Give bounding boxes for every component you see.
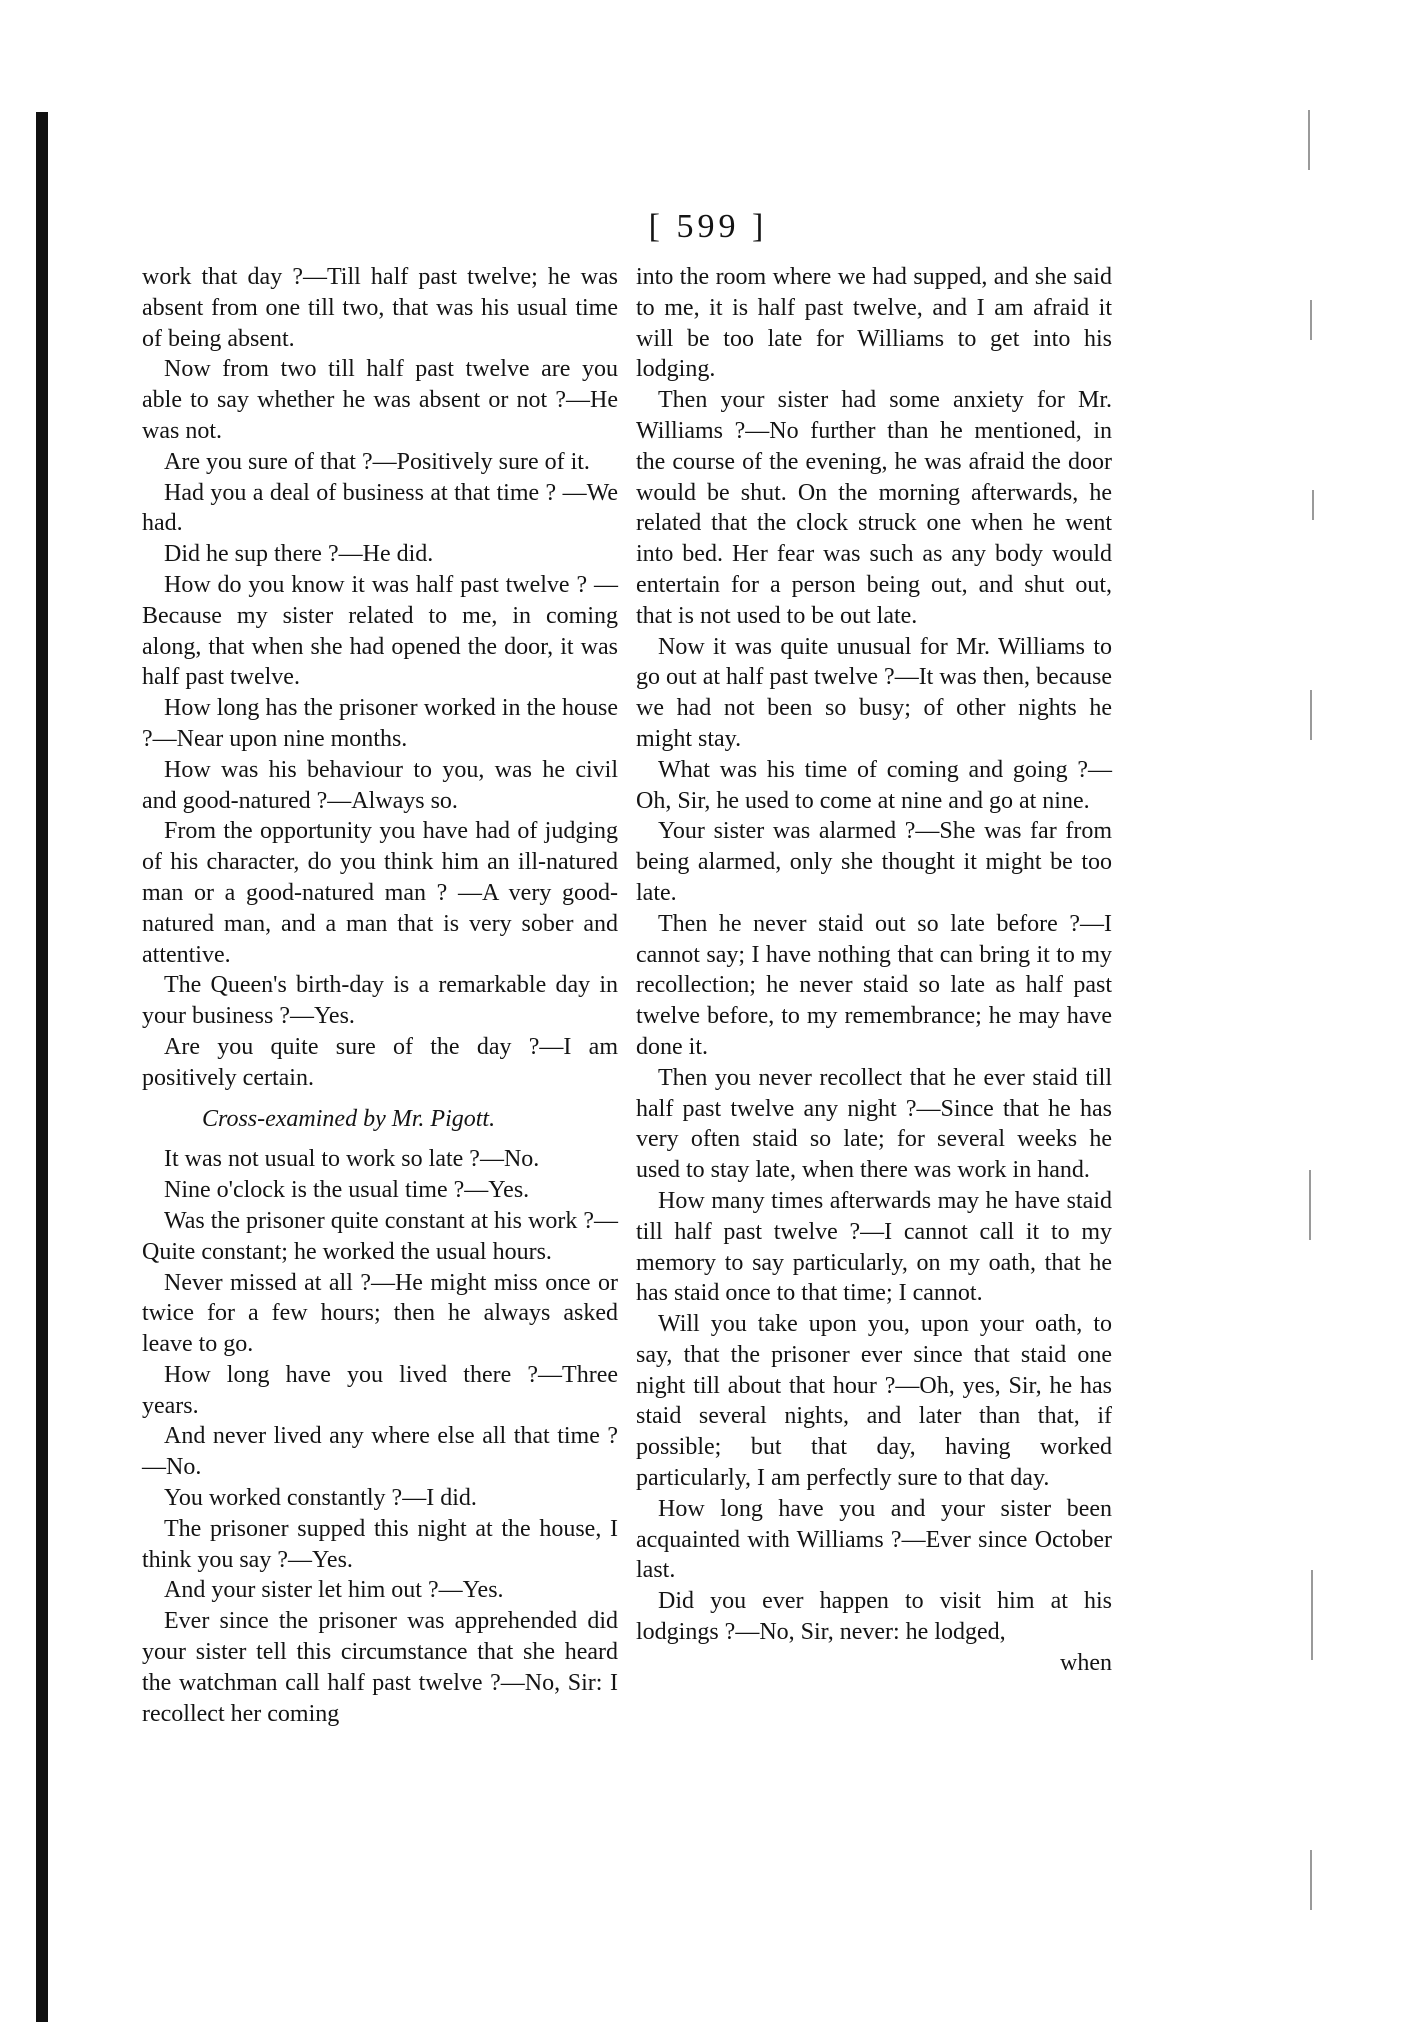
paragraph: How long has the prisoner worked in the house ?—Near upon nine months.	[142, 695, 618, 752]
paragraph: And your sister let him out ?—Yes.	[164, 1577, 504, 1604]
scan-speck	[1308, 110, 1310, 170]
scan-speck	[1309, 1170, 1311, 1240]
paragraph: Nine o'clock is the usual time ?—Yes.	[164, 1177, 530, 1204]
right-column	[636, 262, 1112, 1679]
paragraph: How was his behaviour to you, was he civil and good-natured ?—Always so.	[142, 756, 618, 814]
paragraph: Then he never staid out so late before ?—I cannot say; I have nothing that can bring it to my recollection; he never staid so late as half past twelve before, to my remembrance; he may have done it.	[636, 910, 1112, 1060]
paragraph: From the opportunity you have had of judging of his character, do you think him an ill-natured man or a good-natured man ? —A very good-natured man, and a man that is very sober and attentive.	[142, 818, 618, 968]
section-heading: Cross-examined by Mr. Pigott.	[202, 1105, 496, 1132]
catchword: when	[1060, 1649, 1112, 1676]
scan-speck	[1310, 1850, 1312, 1910]
paragraph: Then you never recollect that he ever staid till half past twelve any night ?—Since that he has very often staid so late; for several weeks he used to stay late, when there was work in hand.	[636, 1064, 1112, 1184]
paragraph: Did he sup there ?—He did.	[164, 541, 434, 568]
left-column	[142, 262, 618, 1729]
paragraph: into the room where we had supped, and she said to me, it is half past twelve, and I am afraid it will be too late for Williams to get into his lodging.	[636, 264, 1112, 383]
paragraph: Ever since the prisoner was apprehended did your sister tell this circumstance that she heard the watchman call half past twelve ?—No, Sir: I recollect her coming	[142, 1608, 618, 1727]
paragraph: Then your sister had some anxiety for Mr. Williams ?—No further than he mentioned, in the course of the evening, he was afraid the door would be shut. On the morning afterwards, he related that the clock struck one when he went into bed. Her fear was such as any body would entertain for a person being out, and shut out, that is not used to be out late.	[636, 387, 1112, 629]
paragraph: Are you sure of that ?—Positively sure of it.	[164, 448, 590, 475]
paragraph: Will you take upon you, upon your oath, to say, that the prisoner ever since that staid one night till about that hour ?—Oh, yes, Sir, he has staid several nights, and later than that, if possible; but that day, having worked particularly, I am perfectly sure to that day.	[636, 1311, 1112, 1492]
paragraph: You worked constantly ?—I did.	[164, 1485, 477, 1512]
paragraph: Are you quite sure of the day ?—I am positively certain.	[142, 1033, 618, 1091]
paragraph: Had you a deal of business at that time ? —We had.	[142, 479, 618, 537]
paragraph: Your sister was alarmed ?—She was far from being alarmed, only she thought it might be too late.	[636, 818, 1112, 906]
page-number: [ 599 ]	[648, 208, 768, 245]
paragraph: Did you ever happen to visit him at his lodgings ?—No, Sir, never: he lodged,	[636, 1588, 1112, 1646]
scan-speck	[1310, 690, 1312, 740]
paragraph: How long have you and your sister been acquainted with Williams ?—Ever since October last.	[636, 1495, 1112, 1584]
paragraph: The Queen's birth-day is a remarkable day in your business ?—Yes.	[142, 972, 618, 1030]
scan-speck	[1312, 490, 1314, 520]
paragraph: Now from two till half past twelve are you able to say whether he was absent or not ?—He was not.	[142, 356, 618, 444]
book-spine-shadow	[36, 112, 48, 2022]
scan-speck	[1311, 1570, 1313, 1660]
paragraph: Was the prisoner quite constant at his work ?—Quite constant; he worked the usual hours.	[142, 1207, 618, 1265]
paragraph: The prisoner supped this night at the house, I think you say ?—Yes.	[142, 1515, 618, 1573]
paragraph: How many times afterwards may he have staid till half past twelve ?—I cannot call it to my memory to say particularly, on my oath, that he has staid once to that time; I cannot.	[636, 1187, 1112, 1307]
scan-speck	[1310, 300, 1312, 340]
paragraph: And never lived any where else all that time ?—No.	[142, 1423, 618, 1481]
scan-margin-marks	[1300, 70, 1330, 1960]
paragraph: Never missed at all ?—He might miss once or twice for a few hours; then he always asked leave to go.	[142, 1269, 618, 1358]
paragraph: Now it was quite unusual for Mr. Williams to go out at half past twelve ?—It was then, because we had not been so busy; of other nights he might stay.	[636, 633, 1112, 752]
paragraph: work that day ?—Till half past twelve; he was absent from one till two, that was his usual time of being absent.	[142, 264, 618, 352]
paragraph: What was his time of coming and going ?—Oh, Sir, he used to come at nine and go at nine.	[636, 756, 1112, 814]
paragraph: It was not usual to work so late ?—No.	[164, 1146, 540, 1173]
paragraph: How do you know it was half past twelve ? —Because my sister related to me, in coming along, that when she had opened the door, it was half past twelve.	[142, 571, 618, 691]
paragraph: How long have you lived there ?—Three years.	[142, 1361, 618, 1419]
